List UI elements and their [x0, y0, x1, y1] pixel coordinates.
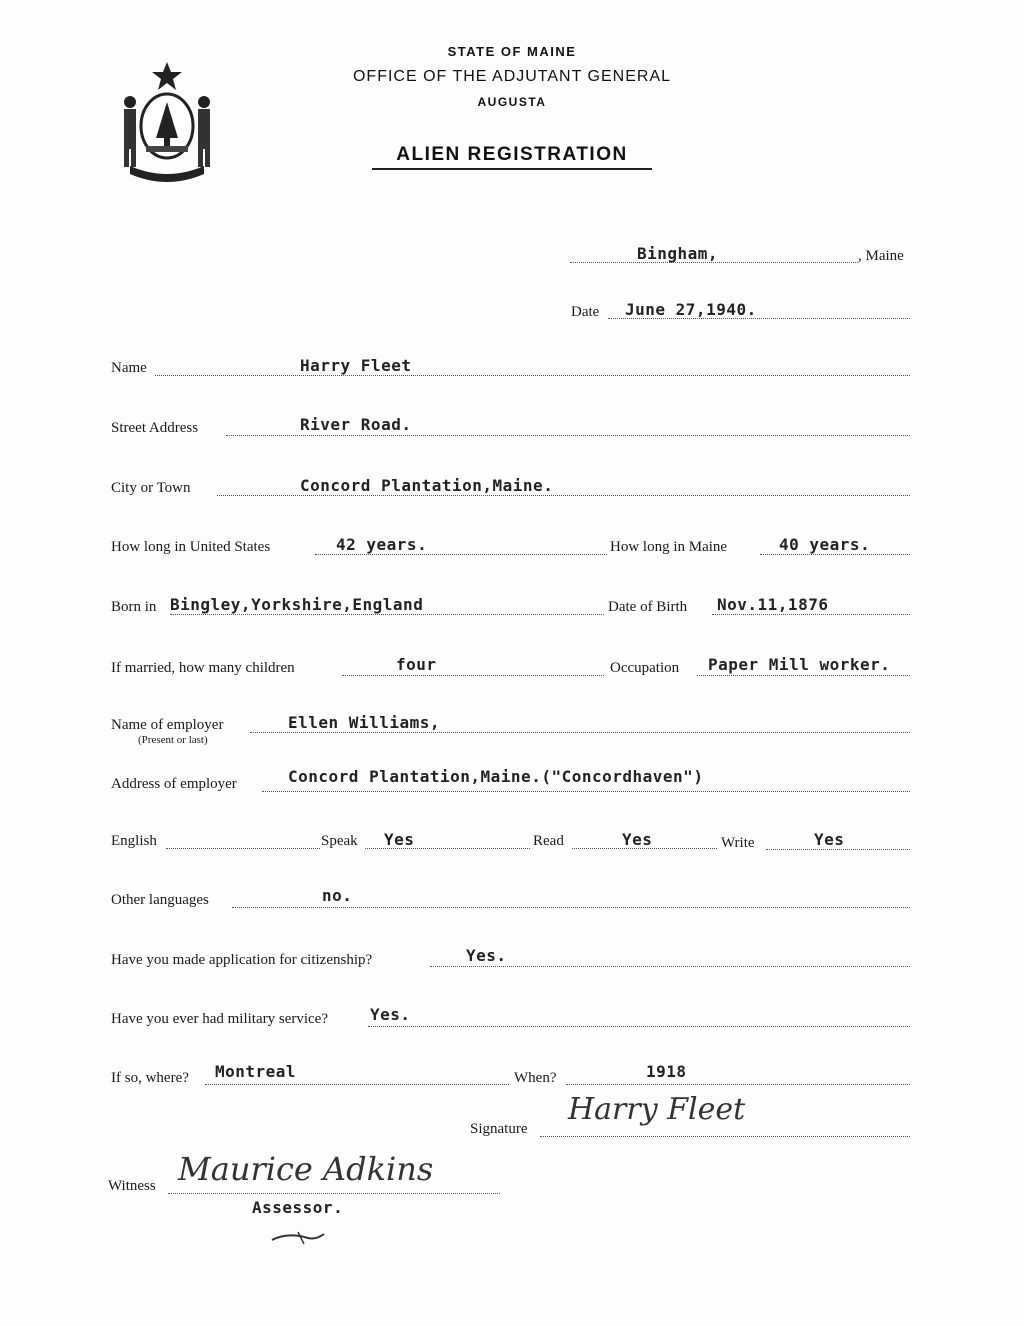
us-years-value: 42 years. — [336, 535, 428, 554]
read-label: Read — [533, 833, 564, 849]
children-value: four — [396, 655, 437, 674]
form-title: ALIEN REGISTRATION — [396, 144, 628, 165]
dob-line — [712, 614, 910, 615]
other-languages-value: no. — [322, 886, 353, 905]
name-value: Harry Fleet — [300, 356, 412, 375]
other-languages-label: Other languages — [111, 892, 209, 908]
born-line — [170, 614, 604, 615]
signature-line — [540, 1136, 910, 1137]
city-heading: AUGUSTA — [477, 95, 547, 109]
occupation-line — [697, 675, 910, 676]
when-line — [566, 1084, 910, 1085]
other-languages-line — [232, 907, 910, 908]
dob-value: Nov.11,1876 — [717, 595, 829, 614]
street-value: River Road. — [300, 415, 412, 434]
witness-signature: Maurice Adkins — [178, 1150, 434, 1188]
employer-value: Ellen Williams, — [288, 713, 440, 732]
maine-years-label: How long in Maine — [610, 539, 728, 555]
witness-line — [168, 1193, 500, 1194]
employer-address-value: Concord Plantation,Maine.("Concordhaven") — [288, 767, 704, 786]
maine-years-value: 40 years. — [779, 535, 871, 554]
seal-banner-text: MAINE — [155, 166, 181, 175]
citizenship-label: Have you made application for citizenship? — [111, 952, 373, 968]
write-line — [766, 849, 910, 850]
english-line — [166, 848, 320, 849]
citizenship-line — [430, 966, 910, 967]
speak-label: Speak — [321, 833, 358, 849]
applicant-signature: Harry Fleet — [568, 1092, 746, 1127]
location-value: Bingham, — [637, 244, 719, 263]
children-label: If married, how many children — [111, 660, 295, 676]
us-years-line — [315, 554, 607, 555]
born-value: Bingley,Yorkshire,England — [170, 595, 424, 614]
when-value: 1918 — [646, 1062, 687, 1081]
english-label: English — [111, 833, 157, 849]
dob-label: Date of Birth — [608, 599, 688, 615]
employer-line — [250, 732, 910, 733]
city-label: City or Town — [111, 480, 191, 496]
employer-address-label: Address of employer — [111, 776, 237, 792]
form-title-underline — [372, 168, 652, 170]
office-heading: OFFICE OF THE ADJUTANT GENERAL — [352, 68, 672, 85]
us-years-label: How long in United States — [111, 539, 271, 555]
state-heading: STATE OF MAINE — [447, 44, 577, 59]
witness-label: Witness — [108, 1178, 156, 1194]
employer-sublabel: (Present or last) — [138, 734, 208, 746]
occupation-value: Paper Mill worker. — [708, 655, 891, 674]
date-label: Date — [571, 304, 600, 320]
pen-mark-icon — [268, 1228, 328, 1248]
read-value: Yes — [622, 830, 653, 849]
occupation-label: Occupation — [610, 660, 680, 676]
write-value: Yes — [814, 830, 845, 849]
speak-value: Yes — [384, 830, 415, 849]
city-value: Concord Plantation,Maine. — [300, 476, 554, 495]
born-label: Born in — [111, 599, 157, 615]
when-label: When? — [514, 1070, 557, 1086]
witness-title: Assessor. — [252, 1198, 344, 1217]
city-line — [217, 495, 910, 496]
name-label: Name — [111, 360, 147, 376]
military-label: Have you ever had military service? — [111, 1011, 328, 1027]
military-line — [368, 1026, 910, 1027]
write-label: Write — [721, 835, 755, 851]
street-label: Street Address — [111, 420, 199, 436]
employer-address-line — [262, 791, 910, 792]
street-line — [226, 435, 910, 436]
date-value: June 27,1940. — [625, 300, 757, 319]
where-line — [205, 1084, 509, 1085]
maine-years-line — [760, 554, 910, 555]
name-line — [155, 375, 910, 376]
citizenship-value: Yes. — [466, 946, 507, 965]
signature-label: Signature — [470, 1121, 528, 1137]
where-value: Montreal — [215, 1062, 297, 1081]
where-label: If so, where? — [111, 1070, 189, 1086]
military-value: Yes. — [370, 1005, 411, 1024]
location-suffix: , Maine — [858, 248, 904, 264]
employer-label: Name of employer — [111, 717, 224, 733]
children-line — [342, 675, 604, 676]
